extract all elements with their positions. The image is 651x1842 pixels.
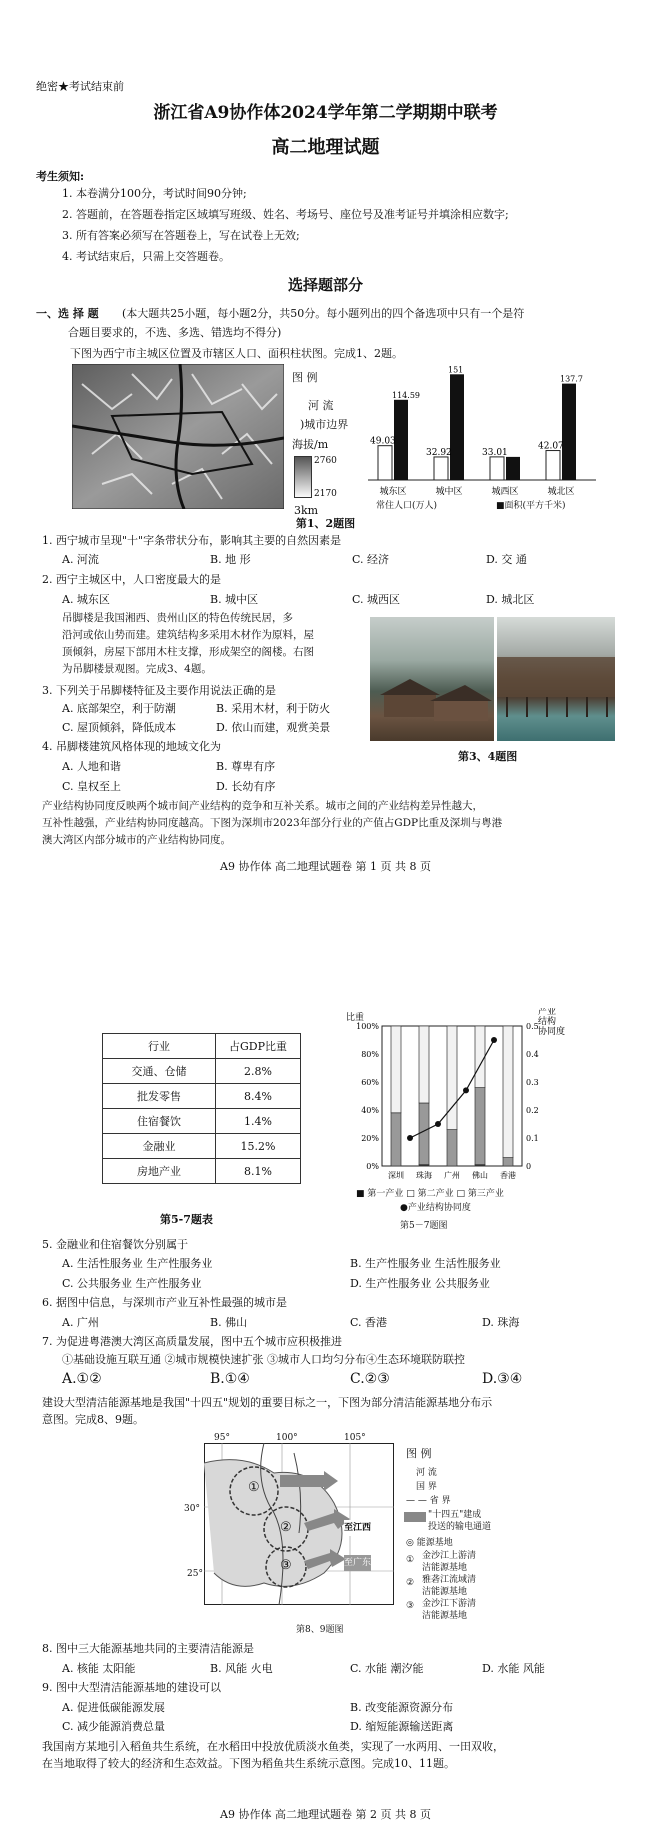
bar-population bbox=[378, 446, 392, 480]
data-label-area: 137.7 bbox=[560, 374, 583, 384]
q7-option-b[interactable]: B.①④ bbox=[210, 1371, 250, 1387]
q9-stem: 9. 图中大型清洁能源基地的建设可以 bbox=[42, 1681, 221, 1694]
fig89-caption: 第8、9题图 bbox=[296, 1625, 344, 1635]
q6-option-c[interactable]: C. 香港 bbox=[350, 1316, 388, 1329]
bar-population bbox=[434, 457, 448, 480]
table-cell: 交通、仓储 bbox=[103, 1059, 216, 1084]
q7-stem: 7. 为促进粤港澳大湾区高质量发展，图中五个城市应积极推进 bbox=[42, 1335, 342, 1348]
passage-line: 顶倾斜，房屋下部用木柱支撑，形成架空的阁楼。右图 bbox=[62, 646, 314, 658]
q1-option-d[interactable]: D. 交 通 bbox=[486, 553, 527, 566]
q3-stem: 3. 下列关于吊脚楼特征及主要作用说法正确的是 bbox=[42, 684, 276, 697]
table-cell: 2.8% bbox=[216, 1059, 301, 1084]
tick-label: 城中区 bbox=[435, 487, 463, 497]
q9-option-b[interactable]: B. 改变能源资源分布 bbox=[350, 1701, 454, 1714]
x-tick-label: 香港 bbox=[500, 1171, 516, 1180]
lon-label: 105° bbox=[344, 1433, 366, 1443]
xining-terrain-map bbox=[72, 364, 284, 509]
passage-line: 建设大型清洁能源基地是我国"十四五"规划的重要目标之一，下图为部分清洁能源基地分布示 bbox=[42, 1396, 493, 1409]
x-tick-label: 深圳 bbox=[388, 1171, 404, 1180]
bar-secondary bbox=[391, 1113, 401, 1166]
notice-item: 4. 考试结束后，只需上交答题卷。 bbox=[62, 250, 230, 263]
map-legend-border: 国 界 bbox=[416, 1482, 437, 1492]
passage-1011 bbox=[42, 1738, 504, 1772]
passage-89 bbox=[42, 1394, 492, 1428]
q6-option-d[interactable]: D. 珠海 bbox=[482, 1316, 520, 1329]
fig12-caption: 第1、2题图 bbox=[295, 517, 356, 530]
page-footer: A9 协作体 高二地理试题卷 第 1 页 共 8 页 bbox=[220, 860, 431, 873]
legend-text: 能源基地 bbox=[416, 1538, 453, 1548]
map-legend-arrow-2: 投送的输电通道 bbox=[428, 1522, 492, 1532]
data-label-pop: 49.03 bbox=[370, 436, 396, 447]
table-caption: 第5-7题表 bbox=[160, 1213, 213, 1226]
district-bar-chart bbox=[368, 360, 598, 510]
fig34-caption: 第3、4题图 bbox=[458, 750, 518, 763]
q4-option-a[interactable]: A. 人地和谐 bbox=[62, 760, 121, 773]
legend-title: 图 例 bbox=[292, 371, 318, 384]
elevation-low: 2170 bbox=[314, 489, 337, 499]
q1-option-c[interactable]: C. 经济 bbox=[352, 553, 390, 566]
bar-area bbox=[562, 384, 576, 480]
table-cell: 15.2% bbox=[216, 1134, 301, 1159]
q9-option-c[interactable]: C. 减少能源消费总量 bbox=[62, 1720, 166, 1733]
y-tick-right: 0.2 bbox=[526, 1106, 539, 1115]
map-scale: 3km bbox=[294, 504, 319, 517]
q6-option-b[interactable]: B. 佛山 bbox=[210, 1316, 248, 1329]
y-tick-left: 0% bbox=[366, 1162, 379, 1171]
passage-line: 为吊脚楼景观图。完成3、4题。 bbox=[62, 663, 212, 675]
passage-line: 在当地取得了较大的经济和生态效益。下图为稻鱼共生系统示意图。完成10、11题。 bbox=[42, 1757, 455, 1770]
q3-option-c[interactable]: C. 屋顶倾斜，降低成本 bbox=[62, 721, 177, 734]
base2-label: 洁能源基地 bbox=[422, 1587, 468, 1597]
table-cell: 1.4% bbox=[216, 1109, 301, 1134]
q4-stem: 4. 吊脚楼建筑风格体现的地域文化为 bbox=[42, 740, 221, 753]
x-tick-label: 广州 bbox=[444, 1171, 460, 1180]
q7-option-a[interactable]: A.①② bbox=[62, 1371, 102, 1387]
q2-option-d[interactable]: D. 城北区 bbox=[486, 593, 535, 606]
legend-area: ■面积(平方千米) bbox=[496, 501, 566, 511]
section-title: 选择题部分 bbox=[287, 276, 363, 294]
q8-option-d[interactable]: D. 水能 风能 bbox=[482, 1662, 545, 1675]
q9-option-d[interactable]: D. 缩短能源输送距离 bbox=[350, 1720, 454, 1733]
bar-tertiary bbox=[475, 1026, 485, 1088]
bar-secondary bbox=[447, 1130, 457, 1166]
base-marker-legend: ① bbox=[406, 1555, 415, 1565]
q2-option-c[interactable]: C. 城西区 bbox=[352, 593, 401, 606]
table-row bbox=[103, 1159, 301, 1184]
bar-population bbox=[490, 457, 504, 480]
map-legend-arrow-1: "十四五"建成 bbox=[428, 1510, 482, 1520]
coordination-point bbox=[435, 1121, 441, 1127]
stilt-house-photo-1 bbox=[370, 617, 494, 741]
arrow-label-jiangxi: 至江西 bbox=[344, 1520, 371, 1536]
passage-line: 沿河或依山势而建。建筑结构多采用木材作为原料，屋 bbox=[62, 629, 314, 641]
y-tick-left: 80% bbox=[361, 1050, 379, 1059]
q12-intro: 下图为西宁市主城区位置及市辖区人口、面积柱状图。完成1、2题。 bbox=[70, 347, 403, 360]
data-label-pop: 33.01 bbox=[482, 447, 508, 458]
q4-option-b[interactable]: B. 尊卑有序 bbox=[216, 760, 276, 773]
part-desc: 合题目要求的，不选、多选、错选均不得分) bbox=[68, 326, 282, 339]
chart2-legend-bars: ■ 第一产业 □ 第二产业 □ 第三产业 bbox=[356, 1189, 504, 1199]
passage-line: 产业结构协同度反映两个城市间产业结构的竞争和互补关系。城市之间的产业结构差异性越大， bbox=[42, 800, 483, 812]
lon-label: 100° bbox=[276, 1433, 298, 1443]
bar-population bbox=[546, 451, 560, 480]
q5-option-d[interactable]: D. 生产性服务业 公共服务业 bbox=[350, 1277, 490, 1290]
data-label-pop: 42.07 bbox=[538, 441, 564, 452]
bar-tertiary bbox=[419, 1026, 429, 1103]
base1-label: 金沙江上游清 bbox=[422, 1551, 477, 1561]
base-marker-2: ② bbox=[280, 1520, 292, 1535]
data-label-area: 151 bbox=[448, 365, 464, 375]
y-axis-title-right: 协同度 bbox=[538, 1027, 566, 1037]
base3-label: 金沙江下游清 bbox=[422, 1599, 477, 1609]
passage-line: 意图。完成8、9题。 bbox=[42, 1413, 144, 1426]
legend-text: 省 界 bbox=[429, 1496, 451, 1506]
data-label-pop: 32.92 bbox=[426, 447, 452, 458]
passage-57 bbox=[42, 798, 502, 849]
base2-label: 雅砻江流域清 bbox=[422, 1575, 477, 1585]
passage-line: 互补性越强，产业结构协同度越高。下图为深圳市2023年部分行业的产值占GDP比重及深圳与粤港 bbox=[42, 817, 503, 829]
q6-stem: 6. 据图中信息，与深圳市产业互补性最强的城市是 bbox=[42, 1296, 287, 1309]
bar-tertiary bbox=[447, 1026, 457, 1130]
q5-option-a[interactable]: A. 生活性服务业 生产性服务业 bbox=[62, 1257, 213, 1270]
industry-structure-chart bbox=[342, 1008, 572, 1188]
secret-label: 绝密★考试结束前 bbox=[36, 80, 124, 93]
legend-river: 河 流 bbox=[308, 399, 334, 412]
q8-option-a[interactable]: A. 核能 太阳能 bbox=[62, 1662, 136, 1675]
data-label-area: 114.59 bbox=[392, 390, 420, 400]
q1-option-b[interactable]: B. 地 形 bbox=[210, 553, 251, 566]
base1-label: 洁能源基地 bbox=[422, 1563, 468, 1573]
y-tick-right: 0.1 bbox=[526, 1134, 539, 1143]
page-footer: A9 协作体 高二地理试题卷 第 2 页 共 8 页 bbox=[220, 1808, 431, 1821]
q8-stem: 8. 图中三大能源基地共同的主要清洁能源是 bbox=[42, 1642, 254, 1655]
q1-stem: 1. 西宁城市呈现"十"字条带状分布，影响其主要的自然因素是 bbox=[42, 534, 342, 547]
table-row bbox=[103, 1134, 301, 1159]
table-cell: 批发零售 bbox=[103, 1084, 216, 1109]
q7-option-d[interactable]: D.③④ bbox=[482, 1371, 523, 1387]
legend-elevation: 海拔/m bbox=[292, 438, 329, 451]
arrow-label-guangdong: 至广东 bbox=[344, 1555, 371, 1571]
base-marker-1: ① bbox=[248, 1480, 260, 1495]
y-tick-left: 100% bbox=[356, 1022, 379, 1031]
table-cell: 8.4% bbox=[216, 1084, 301, 1109]
table-cell: 房地产业 bbox=[103, 1159, 216, 1184]
bar-secondary bbox=[475, 1088, 485, 1165]
q4-option-d[interactable]: D. 长幼有序 bbox=[216, 780, 276, 793]
q3-option-a[interactable]: A. 底部架空，利于防潮 bbox=[62, 702, 176, 715]
coordination-point bbox=[463, 1087, 469, 1093]
y-axis-title-right: 结构 bbox=[538, 1017, 557, 1027]
lat-label: 30° bbox=[184, 1504, 200, 1514]
y-tick-left: 40% bbox=[361, 1106, 379, 1115]
q7-items: ①基础设施互联互通 ②城市规模快速扩张 ③城市人口均匀分布④生态环境联防联控 bbox=[62, 1353, 465, 1366]
map-legend-river: 河 流 bbox=[416, 1468, 437, 1478]
passage-34 bbox=[62, 610, 314, 678]
y-tick-right: 0.4 bbox=[526, 1050, 539, 1059]
map-legend-base: ◎ 能源基地 bbox=[406, 1538, 453, 1548]
table-cell: 金融业 bbox=[103, 1134, 216, 1159]
bar-area bbox=[450, 374, 464, 480]
passage-line: 我国南方某地引入稻鱼共生系统，在水稻田中投放优质淡水鱼类，实现了一水两用、一田双收， bbox=[42, 1740, 504, 1753]
y-tick-left: 20% bbox=[361, 1134, 379, 1143]
q5-stem: 5. 金融业和住宿餐饮分别属于 bbox=[42, 1238, 188, 1251]
bar-area bbox=[394, 400, 408, 480]
exam-subtitle: 高二地理试题 bbox=[271, 137, 380, 158]
table-row bbox=[103, 1059, 301, 1084]
base-marker-3: ③ bbox=[280, 1558, 292, 1573]
fig57-caption: 第5－7题图 bbox=[400, 1221, 448, 1231]
x-tick-label: 珠海 bbox=[416, 1171, 432, 1180]
bar-area bbox=[506, 457, 520, 480]
base-marker-legend: ③ bbox=[406, 1601, 415, 1611]
q1-option-a[interactable]: A. 河流 bbox=[62, 553, 99, 566]
lon-label: 95° bbox=[214, 1433, 230, 1443]
q3-option-d[interactable]: D. 依山而建，观赏美景 bbox=[216, 721, 331, 734]
y-tick-right: 0.3 bbox=[526, 1078, 539, 1087]
passage-line: 澳大湾区内部分城市的产业结构协同度。 bbox=[42, 834, 231, 846]
table-row bbox=[103, 1084, 301, 1109]
y-axis-title-right: 产业 bbox=[538, 1008, 557, 1017]
tick-label: 城东区 bbox=[379, 487, 407, 497]
q2-option-a[interactable]: A. 城东区 bbox=[62, 593, 110, 606]
table-header: 行业 bbox=[103, 1034, 216, 1059]
legend-city-boundary: )城市边界 bbox=[300, 418, 349, 431]
coordination-point bbox=[407, 1135, 413, 1141]
passage-line: 吊脚楼是我国湘西、贵州山区的特色传统民居，多 bbox=[62, 612, 293, 624]
q8-option-b[interactable]: B. 风能 火电 bbox=[210, 1662, 273, 1675]
table-header: 占GDP比重 bbox=[216, 1034, 301, 1059]
elevation-scale-bar bbox=[294, 456, 312, 498]
bar-tertiary bbox=[503, 1026, 513, 1158]
elevation-high: 2760 bbox=[314, 456, 337, 466]
bar-secondary bbox=[503, 1158, 513, 1166]
q2-stem: 2. 西宁主城区中，人口密度最大的是 bbox=[42, 573, 221, 586]
base-marker-legend: ② bbox=[406, 1578, 415, 1588]
q4-option-c[interactable]: C. 皇权至上 bbox=[62, 780, 122, 793]
map-legend-province: — — 省 界 bbox=[406, 1496, 451, 1506]
table-row bbox=[103, 1109, 301, 1134]
base3-label: 洁能源基地 bbox=[422, 1611, 468, 1621]
q7-option-c[interactable]: C.②③ bbox=[350, 1371, 390, 1387]
gdp-table bbox=[102, 1033, 301, 1184]
q5-option-c[interactable]: C. 公共服务业 生产性服务业 bbox=[62, 1277, 202, 1290]
table-cell: 住宿餐饮 bbox=[103, 1109, 216, 1134]
notice-item: 2. 答题前，在答题卷指定区域填写班级、姓名、考场号、座位号及准考证号并填涂相应数字; bbox=[62, 208, 509, 221]
part-desc: (本大题共25小题，每小题2分，共50分。每小题列出的四个备选项中只有一个是符 bbox=[122, 307, 525, 320]
tick-label: 城北区 bbox=[547, 487, 575, 497]
q2-option-b[interactable]: B. 城中区 bbox=[210, 593, 259, 606]
q8-option-c[interactable]: C. 水能 潮汐能 bbox=[350, 1662, 424, 1675]
table-cell: 8.1% bbox=[216, 1159, 301, 1184]
stilt-house-photo-2 bbox=[497, 617, 615, 741]
legend-arrow-icon bbox=[404, 1512, 426, 1522]
q3-option-b[interactable]: B. 采用木材，利于防火 bbox=[216, 702, 331, 715]
legend-pop: 常住人口(万人) bbox=[376, 501, 438, 511]
y-tick-right: 0 bbox=[526, 1162, 532, 1171]
bar-tertiary bbox=[391, 1026, 401, 1113]
y-tick-right: 0.5 bbox=[526, 1022, 539, 1031]
q9-option-a[interactable]: A. 促进低碳能源发展 bbox=[62, 1701, 165, 1714]
notice-item: 1. 本卷满分100分，考试时间90分钟; bbox=[62, 187, 247, 200]
notice-item: 3. 所有答案必须写在答题卷上，写在试卷上无效; bbox=[62, 229, 300, 242]
x-tick-label: 佛山 bbox=[472, 1171, 488, 1180]
lat-label: 25° bbox=[187, 1569, 203, 1579]
tick-label: 城西区 bbox=[491, 487, 519, 497]
coordination-point bbox=[491, 1037, 497, 1043]
q6-option-a[interactable]: A. 广州 bbox=[62, 1316, 99, 1329]
y-tick-left: 60% bbox=[361, 1078, 379, 1087]
y-axis-title-left: 比重 bbox=[346, 1013, 365, 1023]
notice-heading: 考生须知: bbox=[36, 170, 85, 183]
exam-title: 浙江省A9协作体2024学年第二学期期中联考 bbox=[153, 103, 498, 123]
map-legend-title: 图 例 bbox=[406, 1447, 432, 1460]
q5-option-b[interactable]: B. 生产性服务业 生活性服务业 bbox=[350, 1257, 501, 1270]
chart2-legend-line: ●产业结构协同度 bbox=[400, 1203, 471, 1213]
bar-secondary bbox=[419, 1103, 429, 1165]
part-label: 一、选 择 题 bbox=[36, 307, 99, 320]
